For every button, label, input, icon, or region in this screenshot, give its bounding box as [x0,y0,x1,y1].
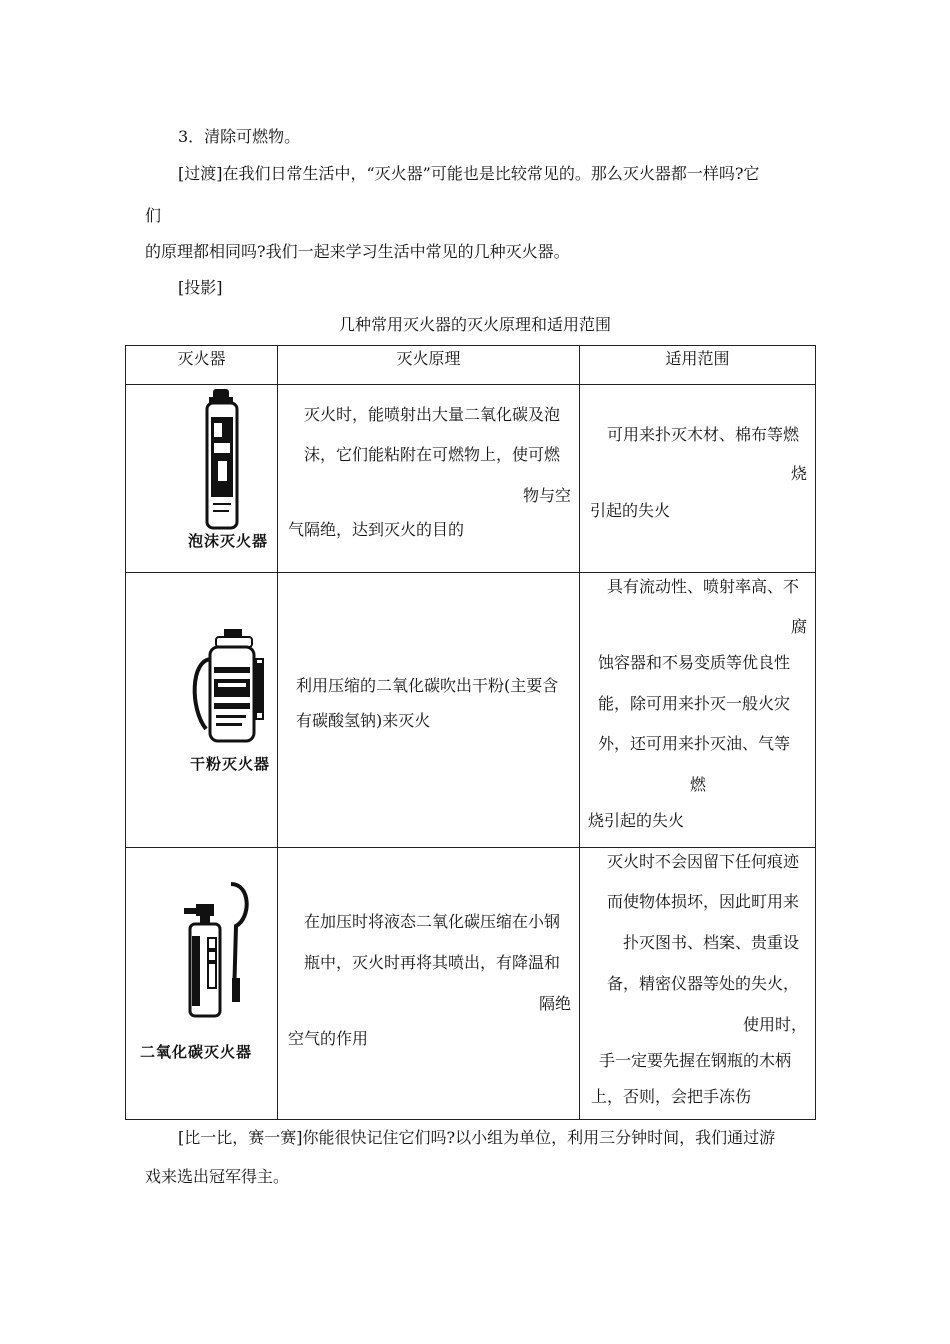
transition-paragraph-line-1: [过渡]在我们日常生活中，“灭火器”可能也是比较常见的。那么灭火器都一样吗?它 [178,164,760,183]
principle-line: 气隔绝，达到灭火的目的 [288,520,465,539]
scope-line: 而使物体损坏，因此町用来 [607,892,800,911]
table-row [126,385,816,573]
transition-paragraph-line-3: 的原理都相同吗?我们一起来学习生活中常见的几种灭火器。 [145,242,570,261]
projection-label: [投影] [178,278,223,297]
principle-line: 隔绝 [538,994,571,1013]
scope-line: 烧引起的失火 [588,811,685,830]
dry-powder-extinguisher-illustration [186,629,276,749]
foam-extinguisher-illustration [201,389,251,539]
co2-extinguisher-illustration [176,878,256,1018]
scope-line: 上，否则，会把手冻伤 [591,1087,752,1106]
principle-line: 灭火时，能喷射出大量二氧化碳及泡 [304,405,561,424]
transition-paragraph-line-2: 们 [145,206,162,225]
header-cell-scope: 适用范围 [580,346,816,385]
principle-line: 有碳酸氢钠)来灭火 [296,711,431,730]
table-header-row [126,346,816,385]
table-caption: 几种常用灭火器的灭火原理和适用范围 [338,315,611,334]
scope-line: 蚀容器和不易变质等优良性 [598,653,791,672]
competition-paragraph-line-1: [比一比，赛一赛]你能很快记住它们吗?以小组为单位，利用三分钟时间，我们通过游 [178,1128,776,1147]
principle-cell [278,573,580,848]
scope-line: 手一定要先握在钢瓶的木柄 [599,1051,792,1070]
header-cell-extinguisher: 灭火器 [126,346,278,385]
principle-line: 空气的作用 [288,1029,369,1048]
principle-line: 瓶中，灭火时再将其喷出，有降温和 [304,953,561,972]
principle-cell [278,385,580,573]
scope-line: 引起的失火 [590,501,671,520]
scope-line: 使用时， [742,1015,807,1034]
image-caption: 泡沫灭火器 [188,532,269,550]
image-caption: 干粉灭火器 [190,755,271,773]
scope-line: 具有流动性、喷射率高、不 [607,577,800,596]
scope-line: 能，除可用来扑灭一般火灾 [598,694,791,713]
image-cell [126,848,278,1120]
principle-line: 沫，它们能粘附在可燃物上，使可燃 [304,445,561,464]
scope-line: 腐 [790,617,807,636]
extinguisher-table [125,345,816,1120]
header-cell-principle: 灭火原理 [278,346,580,385]
image-cell [126,573,278,848]
scope-cell [580,848,816,1120]
scope-line: 备，精密仪器等处的失火， [607,974,800,993]
scope-line: 外，还可用来扑灭油、气等 [598,734,791,753]
list-item-3: 3．清除可燃物。 [178,127,301,146]
competition-paragraph-line-2: 戏来选出冠军得主。 [145,1167,290,1186]
scope-line: 灭火时不会因留下任何痕迹 [607,852,800,871]
scope-cell [580,385,816,573]
scope-line: 可用来扑灭木材、棉布等燃 [607,425,800,444]
image-caption: 二氧化碳灭火器 [140,1043,253,1061]
principle-line: 在加压时将液态二氧化碳压缩在小钢 [304,912,561,931]
scope-line: 烧 [790,464,807,483]
principle-cell [278,848,580,1120]
principle-line: 利用压缩的二氧化碳吹出干粉(主要含 [296,676,559,695]
scope-line: 燃 [690,775,707,794]
table-row [126,848,816,1120]
scope-line: 扑灭图书、档案、贵重设 [623,933,800,952]
scope-cell [580,573,816,848]
image-cell [126,385,278,573]
table-row [126,573,816,848]
principle-line: 物与空 [522,486,571,505]
